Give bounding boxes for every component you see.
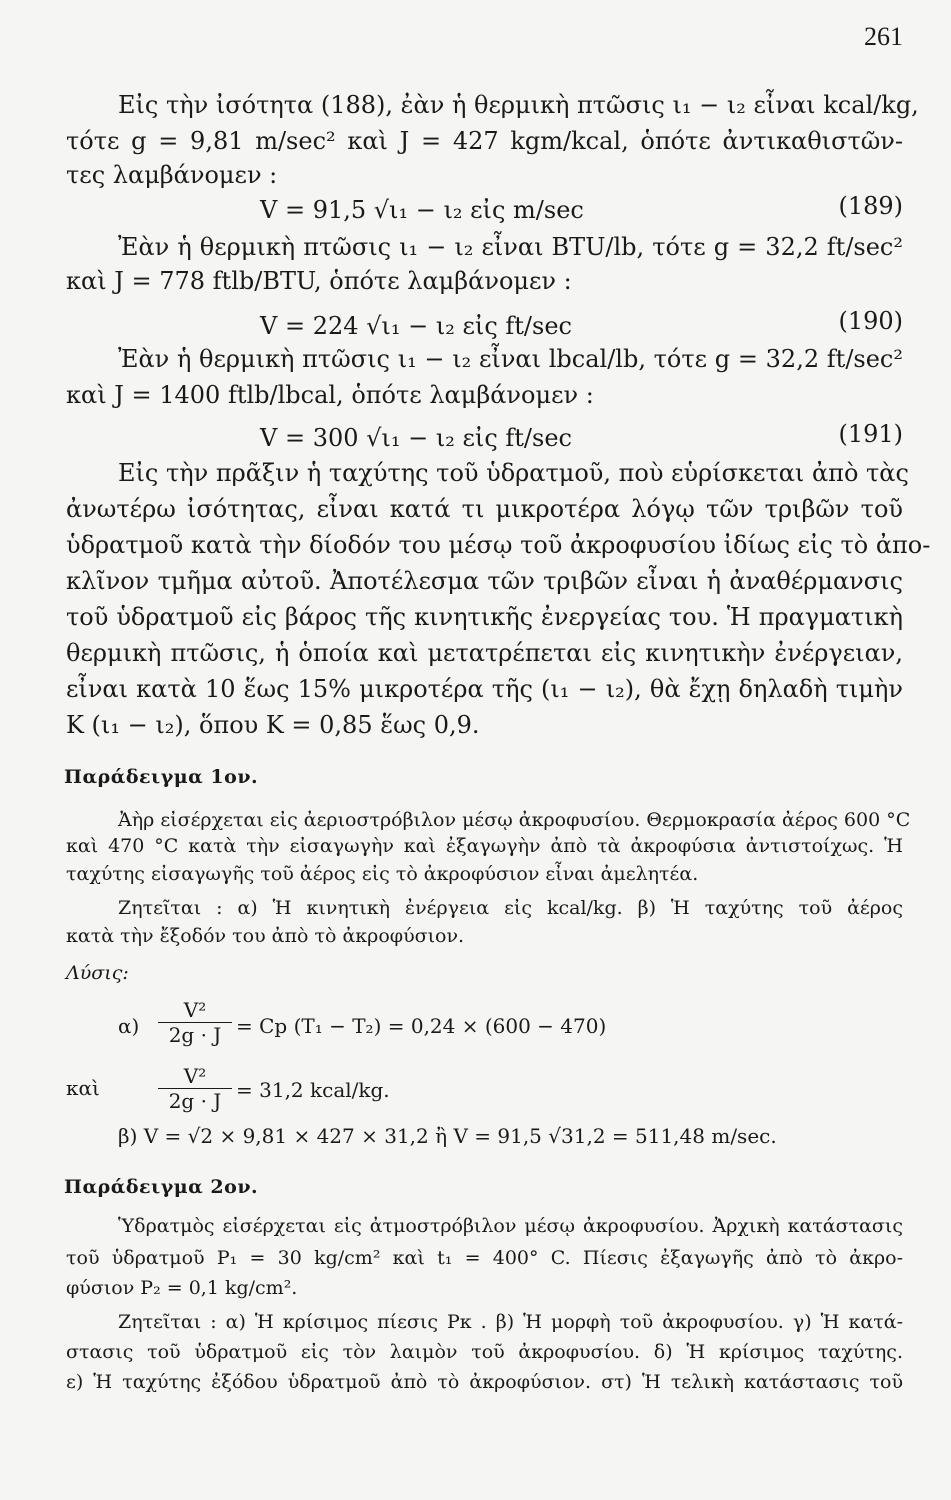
step-a-label: α) <box>118 1014 140 1038</box>
equation-number-191: (191) <box>838 420 903 448</box>
fraction-denominator: 2g · J <box>168 1089 222 1113</box>
fraction-kinetic-energy <box>158 1064 232 1113</box>
text-line: φύσιον P₂ = 0,1 kg/cm². <box>66 1277 298 1299</box>
text-line: καὶ J = 1400 ftlb/lbcal, ὁπότε λαμβάνομεν : <box>66 381 594 409</box>
text-line: κατὰ τὴν ἔξοδόν του ἀπὸ τὸ ἀκροφύσιον. <box>66 925 465 947</box>
equation-191: V = 300 √ι₁ − ι₂ εἰς ft/sec <box>260 424 572 452</box>
example-2-heading: Παράδειγμα 2ον. <box>64 1176 259 1198</box>
step-a-equation: = Cp (T₁ − T₂) = 0,24 × (600 − 470) <box>236 1014 607 1038</box>
text-line: Ὑδρατμὸς εἰσέρχεται εἰς ἀτμοστρόβιλον μέσῳ ἀκροφυσίου. Ἀρχικὴ κατάστασις <box>118 1215 903 1237</box>
text-line: τότε g = 9,81 m/sec² καὶ J = 427 kgm/kcal, ὁπότε ἀντικαθιστῶν- <box>66 127 903 155</box>
text-line: Εἰς τὴν ἰσότητα (188), ἐὰν ἡ θερμικὴ πτῶσις ι₁ − ι₂ εἶναι kcal/kg, <box>118 91 919 119</box>
equation-190: V = 224 √ι₁ − ι₂ εἰς ft/sec <box>260 312 572 340</box>
text-line: καὶ 470 °C κατὰ τὴν εἰσαγωγὴν καὶ ἐξαγωγὴν ἀπὸ τὰ ἀκροφύσια ἀντιστοίχως. Ἡ <box>66 835 903 857</box>
equation-number-190: (190) <box>838 307 903 335</box>
equation-189: V = 91,5 √ι₁ − ι₂ εἰς m/sec <box>260 196 584 224</box>
kai-label: καὶ <box>66 1076 100 1100</box>
text-line: ὑδρατμοῦ κατὰ τὴν δίοδόν του μέσῳ τοῦ ἀκροφυσίου ἰδίως εἰς τὸ ἀπο- <box>66 531 931 559</box>
text-line: Ἀὴρ εἰσέρχεται εἰς ἀεριοστρόβιλον μέσῳ ἀκροφυσίου. Θερμοκρασία ἀέρος 600 °C <box>118 809 911 831</box>
page-number: 261 <box>864 22 903 51</box>
text-line: καὶ J = 778 ftlb/BTU, ὁπότε λαμβάνομεν : <box>66 267 572 295</box>
text-line: εἶναι κατὰ 10 ἕως 15% μικροτέρα τῆς (ι₁ − ι₂), θὰ ἔχῃ δηλαδὴ τιμὴν <box>66 675 903 703</box>
text-line: τοῦ ὑδρατμοῦ P₁ = 30 kg/cm² καὶ t₁ = 400° C. Πίεσις ἐξαγωγῆς ἀπὸ τὸ ἀκρο- <box>66 1247 903 1269</box>
text-line: ἀνωτέρω ἰσότητας, εἶναι κατά τι μικροτέρα λόγῳ τῶν τριβῶν τοῦ <box>66 495 903 523</box>
text-line: κλῖνον τμῆμα αὐτοῦ. Ἀποτέλεσμα τῶν τριβῶν εἶναι ἡ ἀναθέρμανσις <box>66 567 903 595</box>
text-line: τες λαμβάνομεν : <box>66 161 278 189</box>
text-line: ε) Ἡ ταχύτης ἐξόδου ὑδρατμοῦ ἀπὸ τὸ ἀκροφύσιον. στ) Ἡ τελικὴ κατάστασις τοῦ <box>66 1371 903 1393</box>
text-line: στασις τοῦ ὑδρατμοῦ εἰς τὸν λαιμὸν τοῦ ἀκροφυσίου. δ) Ἡ κρίσιμος ταχύτης. <box>66 1341 903 1363</box>
text-line: ταχύτης εἰσαγωγῆς τοῦ ἀέρος εἰς τὸ ἀκροφύσιον εἶναι ἀμελητέα. <box>66 863 699 885</box>
step-a2-equation: = 31,2 kcal/kg. <box>236 1078 390 1102</box>
fraction-kinetic-energy <box>158 998 232 1047</box>
step-b-equation: β) V = √2 × 9,81 × 427 × 31,2 ἢ V = 91,5 √31,2 = 511,48 m/sec. <box>118 1124 777 1148</box>
fraction-numerator: V² <box>158 998 232 1023</box>
text-line: Ἐὰν ἡ θερμικὴ πτῶσις ι₁ − ι₂ εἶναι lbcal/lb, τότε g = 32,2 ft/sec² <box>118 345 903 373</box>
text-line: θερμικὴ πτῶσις, ἡ ὁποία καὶ μετατρέπεται εἰς κινητικὴν ἐνέργειαν, <box>66 639 903 667</box>
text-line: Κ (ι₁ − ι₂), ὅπου Κ = 0,85 ἕως 0,9. <box>66 711 480 739</box>
text-line: Ζητεῖται : α) Ἡ κρίσιμος πίεσις Pκ . β) Ἡ μορφὴ τοῦ ἀκροφυσίου. γ) Ἡ κατά- <box>118 1311 903 1333</box>
text-line: τοῦ ὑδρατμοῦ εἰς βάρος τῆς κινητικῆς ἐνεργείας του. Ἡ πραγματικὴ <box>66 603 903 631</box>
solution-label: Λύσις: <box>66 962 129 984</box>
fraction-numerator: V² <box>158 1064 232 1089</box>
text-line: Εἰς τὴν πρᾶξιν ἡ ταχύτης τοῦ ὑδρατμοῦ, ποὺ εὑρίσκεται ἀπὸ τὰς <box>118 459 909 487</box>
text-line: Ἐὰν ἡ θερμικὴ πτῶσις ι₁ − ι₂ εἶναι BTU/lb, τότε g = 32,2 ft/sec² <box>118 233 903 261</box>
equation-number-189: (189) <box>838 192 903 220</box>
example-1-heading: Παράδειγμα 1ον. <box>64 766 259 788</box>
fraction-denominator: 2g · J <box>168 1023 222 1047</box>
text-line: Ζητεῖται : α) Ἡ κινητικὴ ἐνέργεια εἰς kcal/kg. β) Ἡ ταχύτης τοῦ ἀέρος <box>118 897 903 919</box>
